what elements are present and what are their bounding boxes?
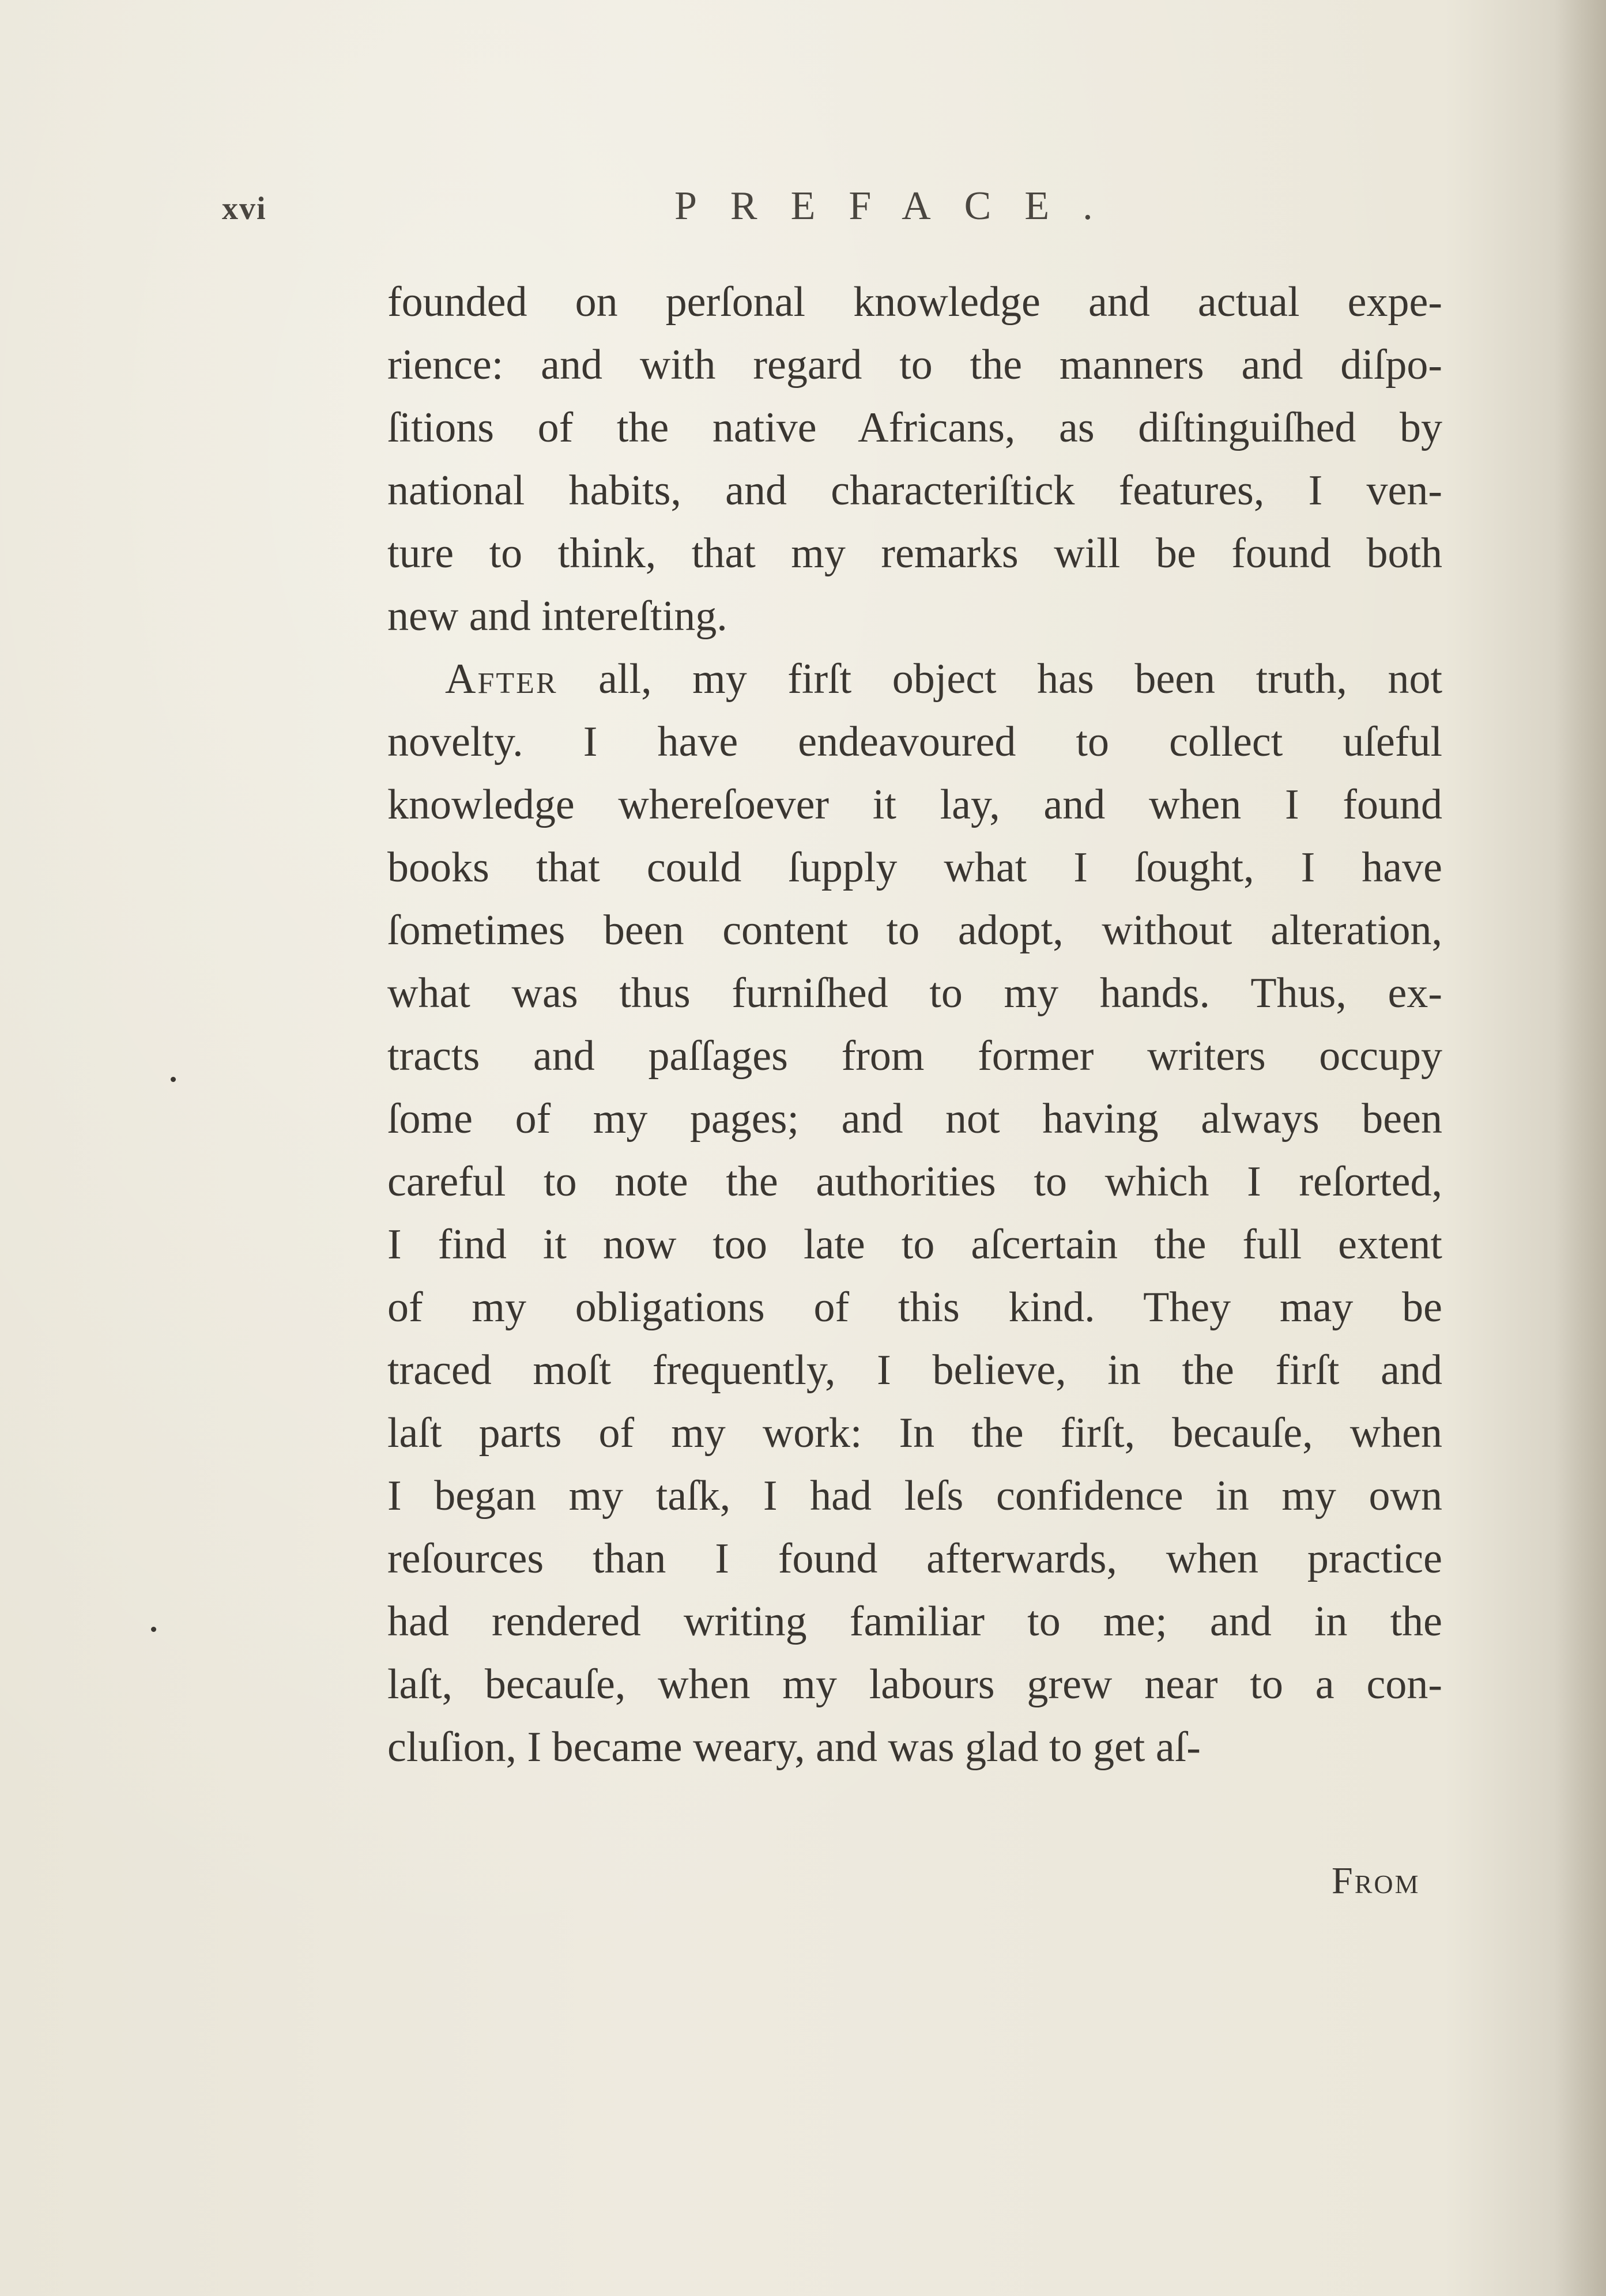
text-line: I find it now too late to aſcertain the full extent [387,1221,1442,1268]
text-line: tracts and paſſages from former writers occupy [387,1032,1442,1080]
text-line: I began my taſk, I had leſs confidence in my own [387,1472,1442,1520]
running-head: PREFACE. [674,184,1126,228]
text-line: of my obligations of this kind. They may be [387,1284,1442,1331]
paragraph-first-line-text: all, my firſt object has been truth, not [598,655,1442,703]
text-line: careful to note the authorities to which I reſorted, [387,1158,1442,1205]
text-line: knowledge whereſoever it lay, and when I found [387,781,1442,828]
text-line: new and intereſting. [387,593,727,640]
text-line: ſome of my pages; and not having always been [387,1095,1442,1143]
text-line: ſitions of the native Africans, as diſtinguiſhed by [387,404,1442,451]
page-edge-shadow [1554,0,1606,2296]
paragraph-lead-word: After [445,655,558,703]
text-line: national habits, and characteriſtick features, I ven- [387,467,1442,514]
text-line: novelty. I have endeavoured to collect uſeful [387,718,1442,766]
text-line: ture to think, that my remarks will be found both [387,530,1442,577]
text-line: ſometimes been content to adopt, without alteration, [387,907,1442,954]
text-line: traced moſt frequently, I believe, in the firſt and [387,1347,1442,1394]
catchword: From [1332,1860,1420,1902]
text-line: what was thus furniſhed to my hands. Thus, ex- [387,970,1442,1017]
text-line: laſt parts of my work: In the firſt, becauſe, when [387,1409,1442,1457]
text-line: had rendered writing familiar to me; and in the [387,1598,1442,1645]
text-line: books that could ſupply what I ſought, I have [387,844,1442,891]
page-number: xvi [222,191,267,227]
text-line: cluſion, I became weary, and was glad to get aſ- [387,1724,1201,1771]
text-line: founded on perſonal knowledge and actual expe- [387,278,1442,326]
text-line: rience: and with regard to the manners and diſpo- [387,341,1442,389]
text-line: laſt, becauſe, when my labours grew near to a con- [387,1661,1442,1708]
body-text [387,271,1442,1779]
ink-speck [171,1077,176,1082]
text-line: reſources than I found afterwards, when practice [387,1535,1442,1582]
ink-speck [151,1627,156,1632]
paragraph-first-line [387,648,1442,711]
